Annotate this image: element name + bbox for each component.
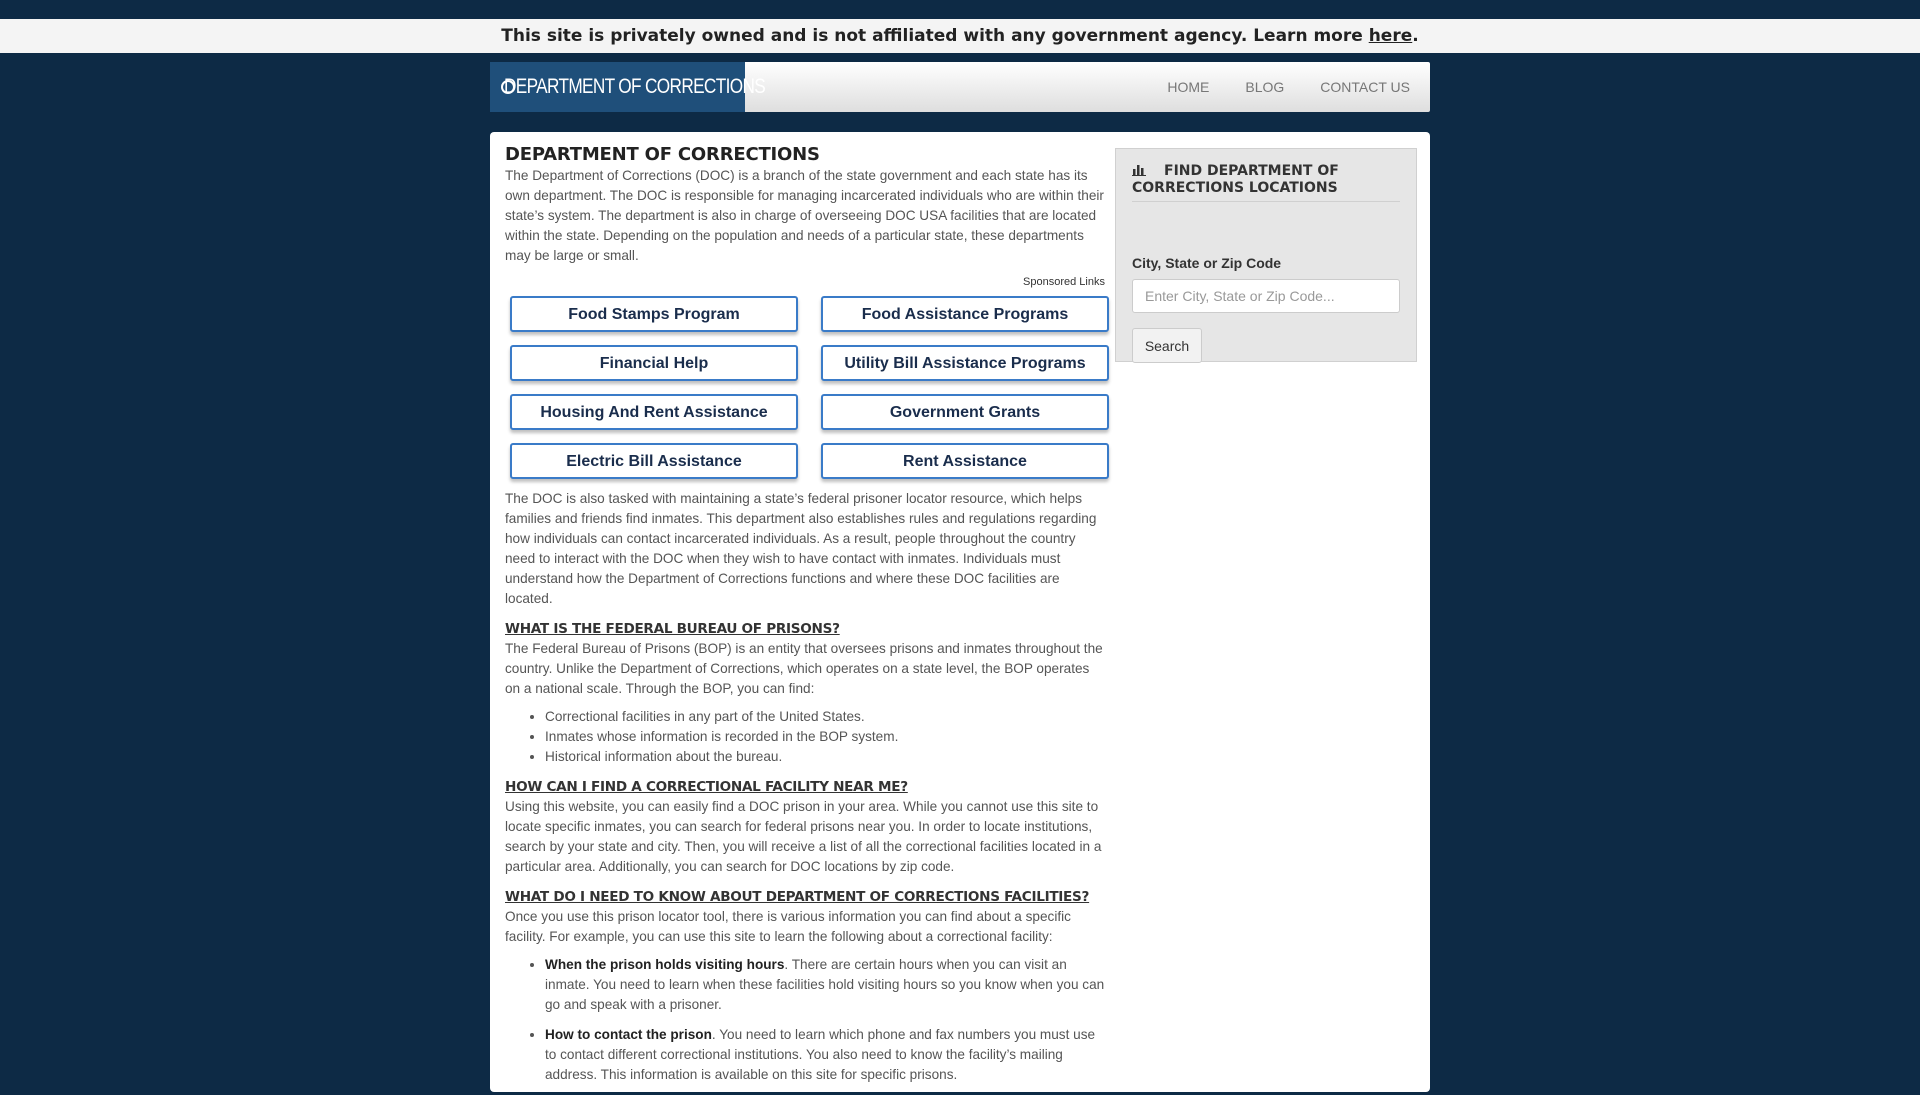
disclaimer-learn-more-link[interactable]: here — [1368, 26, 1413, 46]
list-item-bold: How to contact the prison — [545, 1027, 712, 1042]
electric-bill-assistance-button[interactable]: Electric Bill Assistance — [510, 443, 798, 479]
heading-find-facility: HOW CAN I FIND A CORRECTIONAL FACILITY NEAR ME? — [505, 779, 908, 795]
list-item — [545, 1025, 1105, 1085]
list-item-bold: When the prison holds visiting hours — [545, 957, 785, 972]
nav-contact-us[interactable]: CONTACT US — [1320, 79, 1410, 95]
list-item: • Historical information about the bureau. — [545, 747, 1105, 767]
list-item: • Inmates whose information is recorded in the BOP system. — [545, 727, 1105, 747]
list-item-text: . You need to learn which phone and fax numbers you must use to contact different correctional institutions. You also need to know the facility’s mailing address. This information is available on this site for specific prisons. — [545, 1027, 1096, 1082]
location-search-sidebar — [1115, 148, 1417, 362]
financial-help-button[interactable]: Financial Help — [510, 345, 798, 381]
list-item — [545, 955, 1105, 1015]
page-title: DEPARTMENT OF CORRECTIONS — [505, 144, 820, 165]
disclaimer-bar — [0, 19, 1920, 53]
what-to-know-paragraph: Once you use this prison locator tool, there is various information you can find about a specific facility. For example, you can use this site to learn the following about a correctional facility: — [505, 909, 1071, 944]
list-item-text: . There are certain hours when you can visit an inmate. You need to learn when these facilities hold visiting hours so you know when you can go and speak with a prisoner. — [545, 957, 1105, 1012]
doc-locator-paragraph: The DOC is also tasked with maintaining a state’s federal prisoner locator resource, which helps families and friends find inmates. This department also establishes rules and regulations regarding how individuals can contact incarcerated individuals. As a result, people throughout the country need to interact with the DOC when they wish to have contact with inmates. Individuals must understand how the Department of Corrections functions and where these DOC facilities are located. — [505, 491, 1097, 606]
rent-assistance-button[interactable]: Rent Assistance — [821, 443, 1109, 479]
food-assistance-programs-button[interactable]: Food Assistance Programs — [821, 296, 1109, 332]
location-search-input[interactable] — [1132, 279, 1400, 313]
site-logo[interactable] — [490, 62, 766, 112]
nav-blog[interactable]: BLOG — [1245, 79, 1285, 95]
content-card — [490, 132, 1430, 1092]
sponsored-label: Sponsored Links — [1023, 276, 1105, 288]
top-strip — [0, 0, 1920, 19]
list-item: • Correctional facilities in any part of the United States. — [545, 707, 1105, 727]
main-content — [505, 144, 1105, 1095]
bop-paragraph: The Federal Bureau of Prisons (BOP) is an entity that oversees prisons and inmates throughout the country. Unlike the Department of Corrections, which operates on a state level, the BOP operates on a national scale. Through the BOP, you can find: — [505, 641, 1103, 696]
facility-info-list — [505, 955, 1105, 1085]
food-stamps-program-button[interactable]: Food Stamps Program — [510, 296, 798, 332]
search-button[interactable]: Search — [1132, 328, 1202, 363]
site-header — [490, 62, 1430, 112]
disclaimer-period: . — [1412, 26, 1419, 46]
sidebar-title — [1132, 163, 1400, 202]
bop-list — [505, 707, 1105, 767]
government-grants-button[interactable]: Government Grants — [821, 394, 1109, 430]
nav-home[interactable]: HOME — [1167, 79, 1210, 95]
housing-rent-assistance-button[interactable]: Housing And Rent Assistance — [510, 394, 798, 430]
sponsored-links-grid — [510, 296, 1105, 479]
sidebar-title-text: FIND DEPARTMENT OF CORRECTIONS LOCATIONS — [1132, 163, 1339, 196]
main-nav — [1131, 62, 1410, 112]
disclaimer-text: This site is privately owned and is not affiliated with any government agency. Learn more — [501, 26, 1369, 46]
heading-what-to-know: WHAT DO I NEED TO KNOW ABOUT DEPARTMENT OF CORRECTIONS FACILITIES? — [505, 889, 1090, 905]
find-facility-paragraph: Using this website, you can easily find a DOC prison in your area. While you cannot use this site to locate specific inmates, you can search for federal prisons near you. In order to locate institutions, search by your state and city. Then, you will receive a list of all the correctional facilities located in a particular area. Additionally, you can search for DOC locations by zip code. — [505, 799, 1102, 874]
logo-text: DEPARTMENT OF CORRECTIONS — [504, 75, 766, 98]
intro-paragraph: The Department of Corrections (DOC) is a branch of the state government and each state has its own department. The DOC is responsible for managing incarcerated individuals who are within their state’s system. The department is also in charge of overseeing DOC USA facilities that are located within the state. Depending on the population and needs of a particular state, these departments may be large or small. — [505, 168, 1104, 263]
utility-bill-assistance-button[interactable]: Utility Bill Assistance Programs — [821, 345, 1109, 381]
bar-chart-icon — [1132, 164, 1146, 176]
heading-federal-bureau: WHAT IS THE FEDERAL BUREAU OF PRISONS? — [505, 621, 840, 637]
location-field-label: City, State or Zip Code — [1132, 255, 1282, 271]
